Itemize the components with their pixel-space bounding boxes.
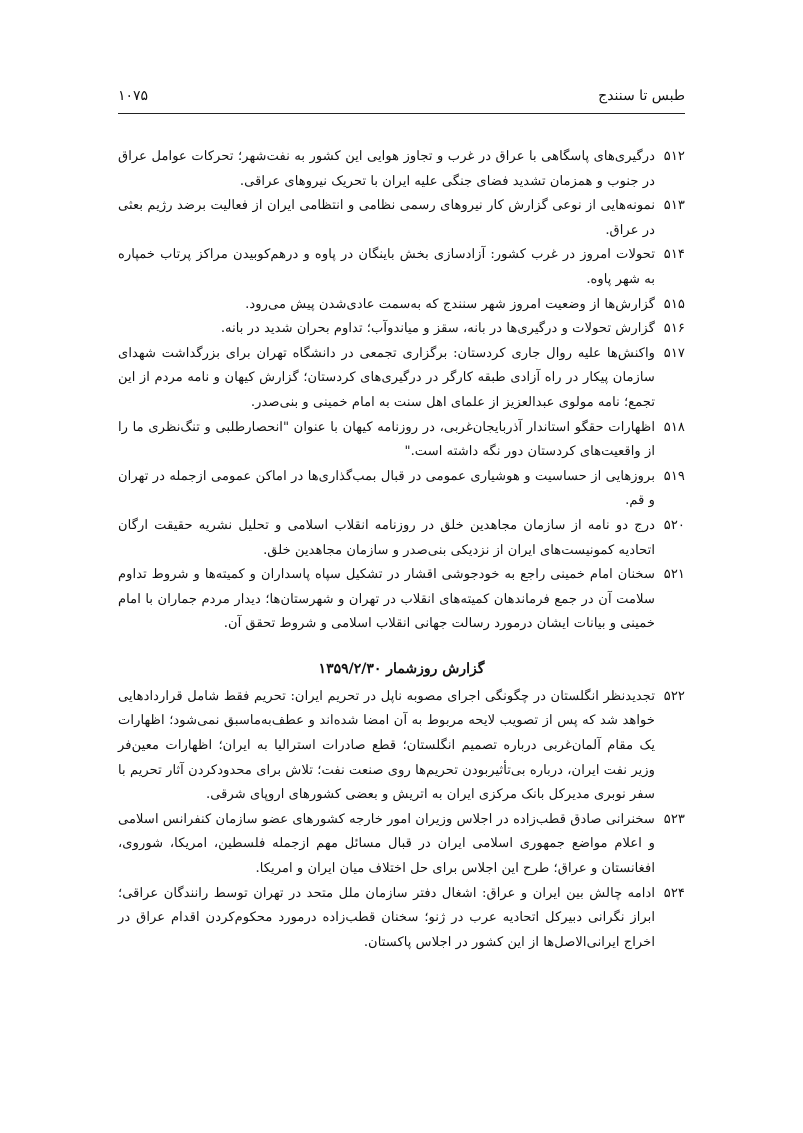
list-item — [118, 882, 685, 956]
entry-number: ۵۲۰ — [663, 517, 685, 533]
entry-number: ۵۱۹ — [663, 468, 685, 484]
list-item — [118, 342, 685, 416]
entry-number: ۵۱۲ — [663, 149, 685, 164]
list-item — [118, 145, 685, 194]
entry-text: سخنرانی صادق قطب‌زاده در اجلاس وزیران امور خارجه کشورهای عضو سازمان کنفرانس اسلامی و اعلام مواضع جمهوری اسلامی ایران در قبال مسائل مهم ازجمله فلسطین، امریکا، شوروی، افغانستان و عراق؛ طرح این اجلاس برای حل اختلاف میان ایران و امریکا. — [118, 811, 655, 877]
entry-text: گزارش تحولات و درگیری‌ها در بانه، سقز و میاندوآب؛ تداوم بحران شدید در بانه. — [220, 321, 655, 337]
entry-number: ۵۱۶ — [663, 321, 685, 337]
entry-text: سخنان امام خمینی راجع به خودجوشی اقشار در تشکیل سپاه پاسداران و کمیته‌ها و شروط تداوم سلامت آن در جمع فرماندهان کمیته‌های انقلاب در تهران و شهرستان‌ها؛ دیدار مردم جماران با امام خمینی و بیانات ایشان درمورد رسالت جهانی انقلاب اسلامی و شروط تحقق آن. — [118, 567, 655, 632]
entry-number: ۵۲۴ — [663, 885, 685, 901]
entry-text: نمونه‌هایی از نوعی گزارش کار نیروهای رسمی نظامی و انتظامی ایران از فعالیت برضد رژیم بعثی در عراق. — [118, 198, 655, 238]
entry-text: تحولات امروز در غرب کشور: آزادسازی بخش باینگان در پاوه و درهم‌کوبیدن مراکز پرتاب خمپاره به شهر پاوه. — [118, 247, 655, 287]
list-item — [118, 243, 685, 292]
list-item — [118, 465, 685, 514]
list-item — [118, 685, 685, 808]
entry-number: ۵۱۵ — [663, 296, 685, 312]
entry-text: تجدیدنظر انگلستان در چگونگی اجرای مصوبه ناپل در تحریم ایران: تحریم فقط شامل قراردادهایی خواهد شد که پس از تصویب لایحه مربوط به آن امضا شده‌اند و عطف‌به‌ماسبق نمی‌شود؛ اظهارات یک مقام آلمان‌غربی درباره تصمیم انگلستان؛ قطع صادرات استرالیا به ایران؛ اظهارات معین‌فر وزیر نفت ایران، درباره بی‌تأثیربودن تحریم‌ها روی صنعت نفت؛ تلاش برای محدودکردن آثار تحریم با سفر نوبری مدیرکل بانک مرکزی ایران به اتریش و بعضی کشورهای اروپای شرقی. — [118, 688, 655, 803]
entry-text: ادامه چالش بین ایران و عراق: اشغال دفتر سازمان ملل متحد در تهران توسط رانندگان عراقی؛ ابراز نگرانی دبیرکل اتحادیه عرب در ژنو؛ سخنان قطب‌زاده درمورد محکوم‌کردن اقدام عراق در اخراج ایرانی‌الاصل‌ها از این کشور در اجلاس پاکستان. — [118, 885, 655, 950]
entry-text: درگیری‌های پاسگاهی با عراق در غرب و تجاوز هوایی این کشور به نفت‌شهر؛ تحرکات عوامل عراق در جنوب و همزمان تشدید فضای جنگی علیه ایران با تحریک نیروهای عراقی. — [118, 149, 655, 189]
header-rule — [118, 113, 685, 114]
page-number: ۱۰۷۵ — [118, 88, 149, 104]
list-item — [118, 416, 685, 465]
section-title: گزارش روزشمار ۱۳۵۹/۲/۳۰ — [318, 660, 485, 677]
running-head-title: طبس تا سنندج — [598, 88, 685, 104]
list-item — [118, 317, 685, 342]
list-item — [118, 293, 685, 318]
entry-text: بروزهایی از حساسیت و هوشیاری عمومی در قبال بمب‌گذاری‌ها در اماکن عمومی ازجمله در تهران و قم. — [118, 468, 655, 509]
list-item — [118, 563, 685, 637]
entry-number: ۵۱۷ — [663, 345, 685, 361]
entry-number: ۵۱۳ — [663, 198, 685, 214]
entry-text: اظهارات حقگو استاندار آذربایجان‌غربی، در روزنامه کیهان با عنوان "انحصارطلبی و تنگ‌نظری ما را از واقعیت‌های کردستان دور نگه داشته است." — [118, 419, 655, 460]
list-item — [118, 808, 685, 882]
page-body — [118, 145, 685, 955]
list-item — [118, 194, 685, 243]
entry-number: ۵۲۲ — [663, 688, 685, 704]
entry-number: ۵۲۱ — [663, 567, 685, 583]
list-item — [118, 514, 685, 563]
entry-text: واکنش‌ها علیه روال جاری کردستان: برگزاری تجمعی در دانشگاه تهران برای بزرگداشت شهدای سازمان پیکار در راه آزادی طبقه کارگر در درگیری‌های کردستان؛ گزارش کیهان و نامه مردم از این تجمع؛ نامه مولوی عبدالعزیز از علمای اهل سنت به امام خمینی و بنی‌صدر. — [118, 345, 655, 410]
running-head — [118, 88, 685, 104]
entry-text: درج دو نامه از سازمان مجاهدین خلق در روزنامه انقلاب اسلامی و تحلیل نشریه حقیقت ارگان اتحادیه کمونیست‌های ایران از نزدیکی بنی‌صدر و سازمان مجاهدین خلق. — [118, 517, 655, 558]
entry-number: ۵۱۸ — [663, 419, 685, 435]
entry-text: گزارش‌ها از وضعیت امروز شهر سنندج که به‌سمت عادی‌شدن پیش می‌رود. — [245, 296, 655, 312]
entry-number: ۵۲۳ — [663, 811, 685, 827]
entry-number: ۵۱۴ — [663, 247, 685, 263]
